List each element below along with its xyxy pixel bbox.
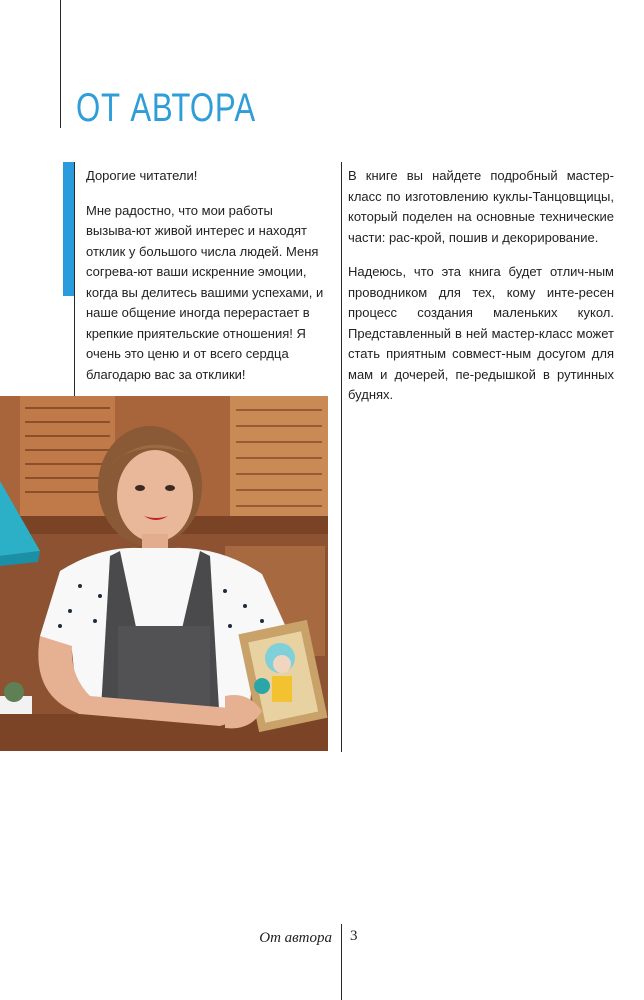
hope-paragraph: Надеюсь, что эта книга будет отлич-ным проводником для тех, кому инте-ресен процесс создания маленьких кукол. Представленный в ней мастер-класс может стать приятным совмест-ным досугом для мам и дочерей, пе-редышкой в рутинных буднях.	[348, 264, 614, 402]
top-vertical-rule	[60, 0, 61, 128]
footer-rule	[341, 924, 342, 1000]
page-number: 3	[350, 928, 358, 944]
intro-paragraph: Мне радостно, что мои работы вызыва-ют живой интерес и находят отклик у большого числа людей. Меня согрева-ют ваши искренние эмоции, когда вы делитесь вашими успехами, и наше общение иногда перерастает в крепкие приятельские отношения! Я очень это ценю и от всего сердца благодарю вас за отклики!	[86, 202, 324, 382]
center-column-rule	[341, 162, 342, 752]
page-title: ОТ АВТОРА	[76, 86, 257, 130]
left-column-rule	[74, 162, 75, 396]
running-title: От автора	[259, 930, 332, 946]
book-content-paragraph: В книге вы найдете подробный мастер-класс по изготовлению куклы-Танцовщицы, который поделен на основные технические части: рас-крой, пошив и декорирование.	[348, 168, 614, 245]
right-text-column	[348, 166, 614, 420]
left-text-column	[86, 166, 326, 399]
greeting-paragraph: Дорогие читатели!	[86, 168, 198, 183]
author-photo	[0, 396, 328, 751]
